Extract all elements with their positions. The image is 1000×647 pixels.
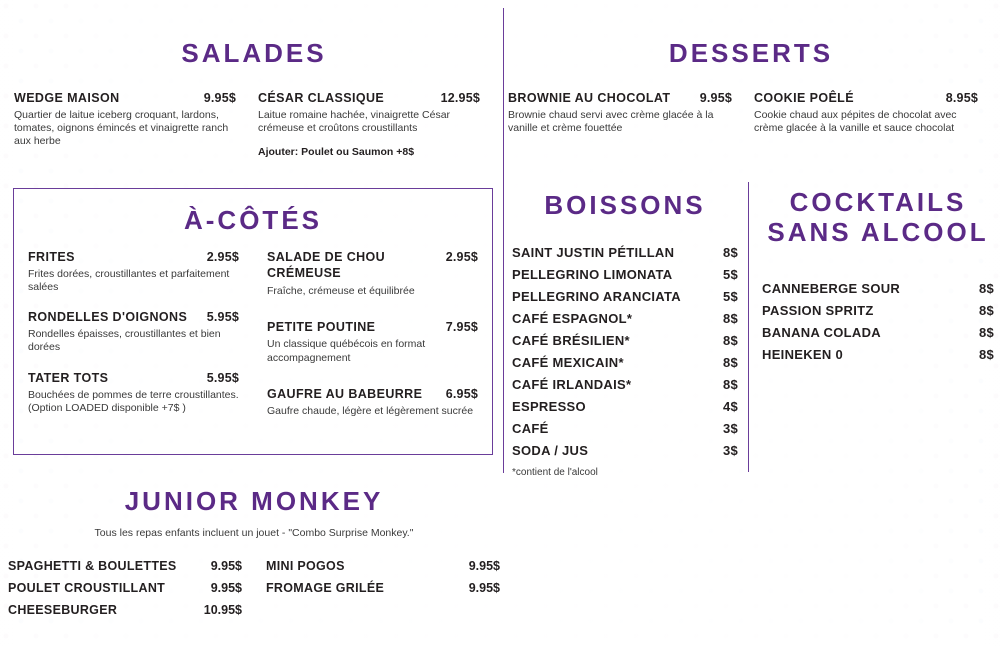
item-name: BROWNIE AU CHOCOLAT (508, 91, 671, 105)
item-name: BANANA COLADA (762, 325, 881, 341)
item-price: 8$ (978, 325, 994, 341)
menu-item (14, 91, 236, 148)
salades-column-1 (14, 91, 236, 158)
menu-item (754, 91, 978, 135)
item-name: PELLEGRINO LIMONATA (512, 266, 673, 282)
item-price: 8$ (978, 303, 994, 319)
item-price: 8$ (722, 354, 738, 370)
boissons-footnote: *contient de l'alcool (512, 467, 598, 478)
salades-column-2 (258, 91, 480, 158)
vertical-divider-cocktails (748, 182, 749, 472)
item-name: SPAGHETTI & BOULETTES (8, 559, 177, 573)
list-item (762, 322, 994, 344)
item-description: Fraîche, crémeuse et équilibrée (267, 285, 415, 298)
list-item (512, 263, 738, 285)
menu-item (28, 310, 239, 354)
item-price: 8$ (722, 332, 738, 348)
item-price: 5$ (722, 288, 738, 304)
item-price: 9.95$ (203, 91, 236, 105)
list-item (512, 285, 738, 307)
item-price: 5.95$ (206, 370, 239, 385)
item-name: CÉSAR CLASSIQUE (258, 91, 385, 105)
item-price: 7.95$ (445, 320, 478, 335)
item-price: 3$ (722, 442, 738, 458)
list-item (512, 395, 738, 417)
item-description: Laitue romaine hachée, vinaigrette César crémeuse et croûtons croustillants (258, 109, 451, 135)
menu-item (267, 320, 478, 364)
item-price: 8$ (978, 347, 994, 363)
list-item (512, 241, 738, 263)
item-price: 8$ (722, 376, 738, 392)
list-item (512, 351, 738, 373)
item-price: 4$ (722, 398, 738, 414)
item-name: SODA / JUS (512, 442, 589, 458)
section-desserts (508, 38, 994, 135)
item-name: COOKIE POÊLÉ (754, 91, 854, 105)
list-item (762, 300, 994, 322)
item-description: Quartier de laitue iceberg croquant, lardons, tomates, oignons émincés et vinaigrette ranch aux herbe (14, 109, 229, 148)
item-price: 2.95$ (445, 250, 478, 264)
item-description: Frites dorées, croustillantes et parfaitement salées (28, 268, 230, 294)
item-name: FROMAGE GRILÉE (266, 581, 385, 595)
item-name: SAINT JUSTIN PÉTILLAN (512, 244, 675, 260)
salades-title: SALADES (181, 38, 327, 68)
section-boissons (512, 190, 738, 478)
item-price: 3$ (722, 420, 738, 436)
item-price: 5$ (722, 266, 738, 282)
item-description: Brownie chaud servi avec crème glacée à la vanille et crème fouettée (508, 109, 714, 135)
junior-monkey-subtitle: Tous les repas enfants incluent un jouet - "Combo Surprise Monkey." (94, 527, 414, 539)
item-name: WEDGE MAISON (14, 91, 120, 105)
item-name: PASSION SPRITZ (762, 303, 874, 319)
item-price: 8.95$ (945, 91, 978, 105)
menu-item (267, 250, 478, 298)
item-name: MINI POGOS (266, 559, 345, 573)
list-item (762, 344, 994, 366)
item-name: CAFÉ IRLANDAIS* (512, 376, 632, 392)
menu-item (28, 250, 239, 294)
cocktails-title-line1: COCKTAILS (789, 187, 967, 217)
desserts-column-2 (754, 91, 978, 135)
item-price: 8$ (978, 281, 994, 297)
item-description: Un classique québécois en format accompagnement (267, 338, 426, 364)
menu-item (508, 91, 732, 135)
a-cotes-column-right (253, 250, 478, 440)
list-item (8, 577, 242, 599)
item-name: PETITE POUTINE (267, 320, 376, 335)
desserts-title: DESSERTS (668, 38, 834, 68)
menu-item (267, 387, 478, 418)
cocktails-title (762, 188, 994, 248)
item-name: CAFÉ MEXICAIN* (512, 354, 624, 370)
list-item (512, 307, 738, 329)
item-name: CANNEBERGE SOUR (762, 281, 901, 297)
item-price: 8$ (722, 244, 738, 260)
item-addon-note: Ajouter: Poulet ou Saumon +8$ (258, 146, 415, 159)
cocktails-title-line2: SANS ALCOOL (767, 216, 989, 247)
item-name: CAFÉ (512, 420, 549, 436)
a-cotes-title: À-CÔTÉS (184, 205, 322, 235)
item-name: GAUFRE AU BABEURRE (267, 386, 423, 401)
junior-monkey-title: JUNIOR MONKEY (124, 486, 384, 516)
cocktails-list (762, 278, 994, 366)
menu-item (28, 371, 239, 415)
list-item (8, 599, 242, 621)
list-item (512, 373, 738, 395)
item-price: 9.95$ (468, 581, 500, 595)
item-price: 5.95$ (206, 310, 239, 325)
item-description: Rondelles épaisses, croustillantes et bien dorées (28, 328, 221, 354)
item-price: 9.95$ (210, 559, 242, 573)
section-junior-monkey (8, 486, 500, 621)
item-price: 12.95$ (440, 91, 480, 105)
item-name: HEINEKEN 0 (762, 347, 844, 363)
section-salades (14, 38, 494, 158)
item-name: PELLEGRINO ARANCIATA (512, 288, 681, 304)
boissons-list (512, 241, 738, 478)
list-item (266, 577, 500, 599)
item-name: CHEESEBURGER (8, 603, 118, 617)
item-name: RONDELLES D'OIGNONS (28, 310, 188, 325)
item-name: ESPRESSO (512, 398, 586, 414)
junior-column-left (8, 555, 242, 621)
item-price: 9.95$ (210, 581, 242, 595)
item-price: 9.95$ (468, 559, 500, 573)
boissons-title: BOISSONS (544, 190, 706, 220)
item-name: CAFÉ BRÉSILIEN* (512, 332, 630, 348)
junior-column-right (266, 555, 500, 621)
list-item (512, 439, 738, 461)
list-item (266, 555, 500, 577)
item-name: SALADE DE CHOU CRÉMEUSE (267, 250, 386, 280)
item-price: 8$ (722, 310, 738, 326)
item-name: CAFÉ ESPAGNOL* (512, 310, 633, 326)
item-price: 6.95$ (445, 386, 478, 401)
item-description: Cookie chaud aux pépites de chocolat avec crème glacée à la vanille et sauce chocolat (754, 109, 957, 135)
item-price: 2.95$ (206, 250, 239, 264)
item-description: Bouchées de pommes de terre croustillantes. (Option LOADED disponible +7$ ) (28, 388, 239, 414)
section-cocktails-sans-alcool (762, 188, 994, 366)
list-item (8, 555, 242, 577)
item-name: FRITES (28, 250, 75, 264)
a-cotes-column-left (28, 250, 253, 440)
item-description: Gaufre chaude, légère et légèrement sucrée (267, 404, 474, 417)
vertical-divider-main (503, 8, 504, 473)
section-a-cotes (13, 188, 493, 455)
item-price: 9.95$ (699, 91, 732, 105)
desserts-column-1 (508, 91, 732, 135)
list-item (762, 278, 994, 300)
item-price: 10.95$ (203, 603, 242, 617)
menu-item (258, 91, 480, 158)
list-item (512, 417, 738, 439)
list-item (512, 329, 738, 351)
item-name: POULET CROUSTILLANT (8, 581, 166, 595)
item-name: TATER TOTS (28, 370, 109, 385)
